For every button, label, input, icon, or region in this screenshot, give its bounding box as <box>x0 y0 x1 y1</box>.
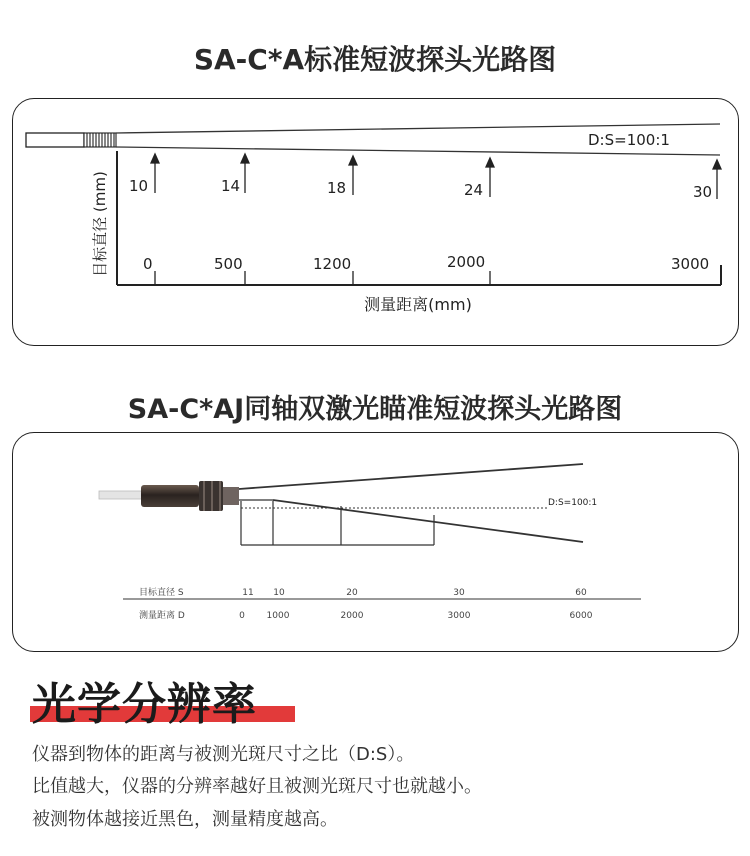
diagram1-svg <box>13 99 738 345</box>
cone-lower-line <box>273 500 583 542</box>
diagram1-panel <box>12 98 739 346</box>
y-axis-label: 目标直径 (mm) <box>91 171 109 277</box>
ratio-label: D:S=100:1 <box>588 131 670 149</box>
spot-value: 60 <box>575 588 587 598</box>
distance-value: 6000 <box>569 611 593 621</box>
distance-value: 1000 <box>266 611 290 621</box>
probe-body <box>26 133 84 147</box>
description-line-2: 比值越大，仪器的分辨率越好且被测光斑尺寸也就越小。 <box>32 776 482 797</box>
distance-label: 500 <box>214 255 243 273</box>
description-line-3: 被测物体越接近黑色，测量精度越高。 <box>32 809 338 830</box>
probe-body <box>141 485 199 507</box>
distance-value: 0 <box>239 611 245 621</box>
probe-nut <box>199 481 223 511</box>
spot-size-label: 10 <box>129 177 149 195</box>
description-line-1: 仪器到物体的距离与被测光斑尺寸之比（D:S）。 <box>32 744 415 765</box>
spot-value: 11 <box>242 588 254 598</box>
spot-value: 10 <box>273 588 285 598</box>
probe-cable <box>99 491 143 499</box>
spot-value: 20 <box>346 588 358 598</box>
diagram2-panel <box>12 432 739 652</box>
spot-value: 30 <box>453 588 465 598</box>
spot-size-label: 24 <box>464 181 484 199</box>
spot-size-label: 18 <box>327 179 347 197</box>
diagram1-title: SA-C*A标准短波探头光路图 <box>193 43 557 76</box>
distance-label: 0 <box>143 255 153 273</box>
x-axis-label: 测量距离(mm) <box>364 295 472 314</box>
distance-row-label: 测量距离 D <box>139 611 185 621</box>
distance-value: 3000 <box>447 611 471 621</box>
ratio-label: D:S=100:1 <box>548 498 598 508</box>
spot-size-label: 30 <box>693 183 713 201</box>
resolution-heading: 光学分辨率 <box>32 679 257 730</box>
cone-upper-line <box>239 464 583 489</box>
spot-size-label: 14 <box>221 177 241 195</box>
distance-label: 3000 <box>671 255 710 273</box>
probe-grip <box>84 133 116 147</box>
distance-value: 2000 <box>340 611 364 621</box>
spot-row-label: 目标直径 S <box>139 588 184 598</box>
diagram2-svg <box>13 433 738 651</box>
distance-label: 1200 <box>313 255 352 273</box>
probe-lens <box>223 487 239 505</box>
diagram2-title: SA-C*AJ同轴双激光瞄准短波探头光路图 <box>127 394 623 425</box>
distance-label: 2000 <box>447 253 486 271</box>
distance-ticks <box>155 271 490 285</box>
